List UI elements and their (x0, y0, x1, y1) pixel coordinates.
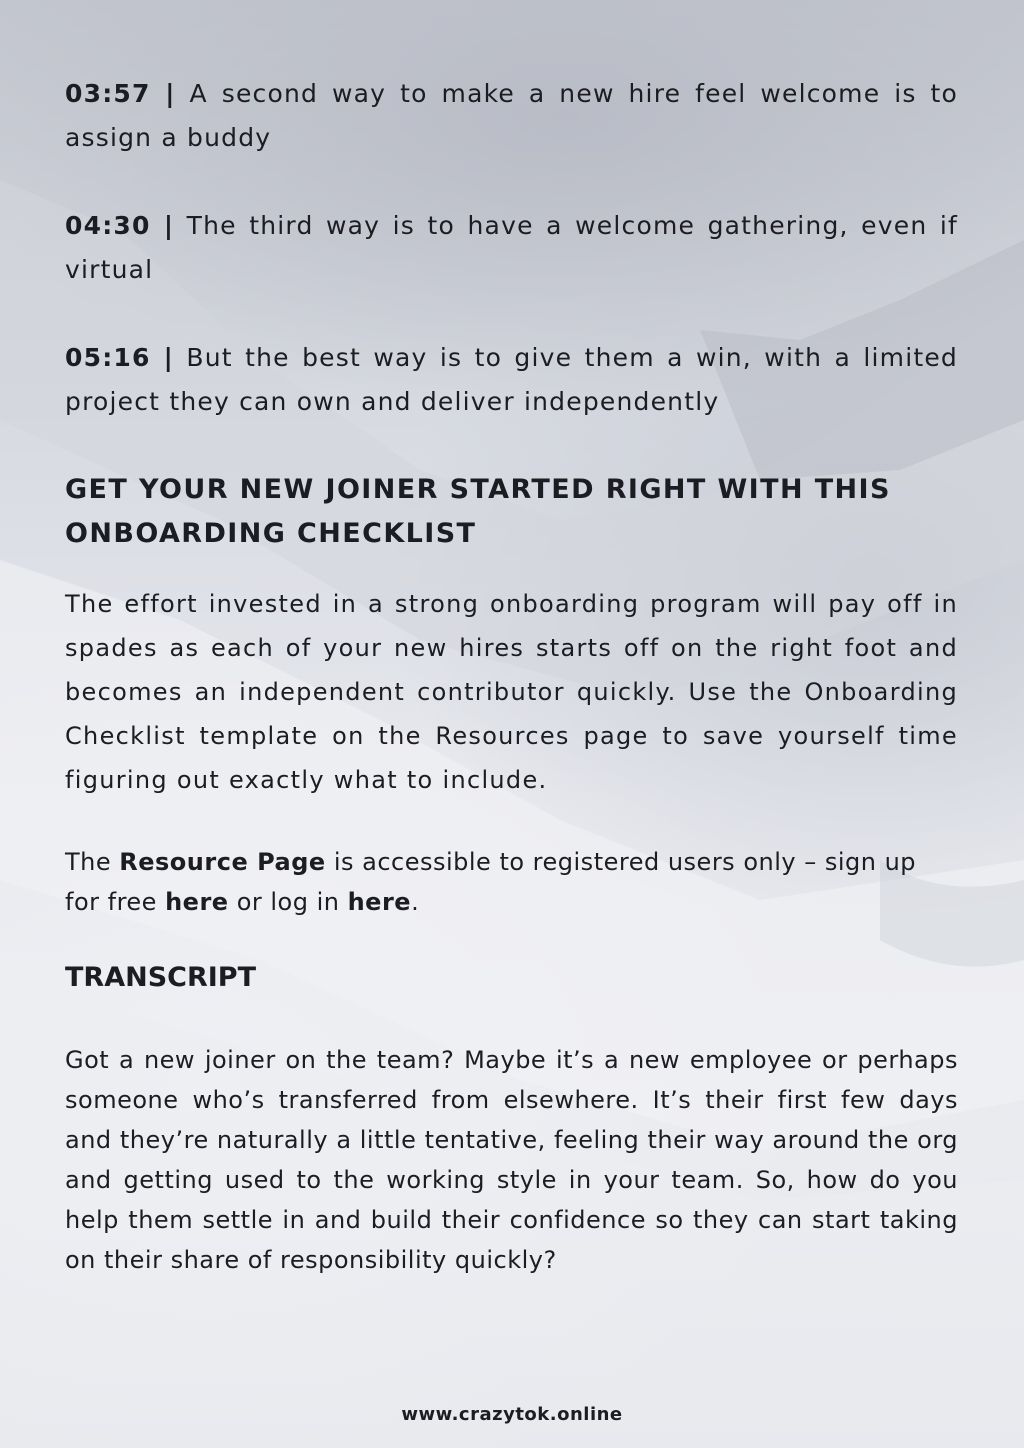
resource-page-link[interactable]: Resource Page (119, 848, 326, 876)
timestamp: 05:16 | (65, 343, 175, 372)
timestamp-entry (65, 72, 958, 160)
footer-url[interactable]: www.crazytok.online (401, 1404, 623, 1425)
entry-text: But the best way is to give them a win, with a limited project they can own and deliver independently (65, 343, 959, 416)
checklist-paragraph: The effort invested in a strong onboarding program will pay off in spades as each of your new hires starts off on the right foot and becomes an independent contributor quickly. Use the Onboarding Checklist template on the Resources page to save yourself time figuring out exactly what to include. (65, 590, 958, 794)
transcript-heading: TRANSCRIPT (65, 962, 257, 993)
entry-text: A second way to make a new hire feel welcome is to assign a buddy (65, 79, 959, 152)
note-prefix: The (65, 848, 120, 876)
entry-text: The third way is to have a welcome gathering, even if virtual (65, 211, 958, 284)
note-connector: or log in (228, 888, 348, 916)
transcript-text: Got a new joiner on the team? Maybe it’s a new employee or perhaps someone who’s transferred from elsewhere. It’s their first few days and they’re naturally a little tentative, feeling their way around the org and getting used to the working style in your team. So, how do you help them settle in and build their confidence so they can start taking on their share of responsibility quickly? (65, 1046, 958, 1274)
document-body (65, 72, 958, 1280)
resource-note (65, 842, 958, 922)
login-link[interactable]: here (347, 888, 412, 916)
note-suffix: . (411, 888, 420, 916)
timestamp-entry (65, 204, 958, 292)
checklist-heading: GET YOUR NEW JOINER STARTED RIGHT WITH THIS ONBOARDING CHECKLIST (65, 474, 891, 549)
note-middle: is accessible to registered users only – sign up for free (65, 848, 917, 916)
timestamp-entry (65, 336, 958, 424)
timestamp: 03:57 | (65, 79, 176, 108)
timestamp: 04:30 | (65, 211, 175, 240)
signup-link[interactable]: here (165, 888, 229, 916)
